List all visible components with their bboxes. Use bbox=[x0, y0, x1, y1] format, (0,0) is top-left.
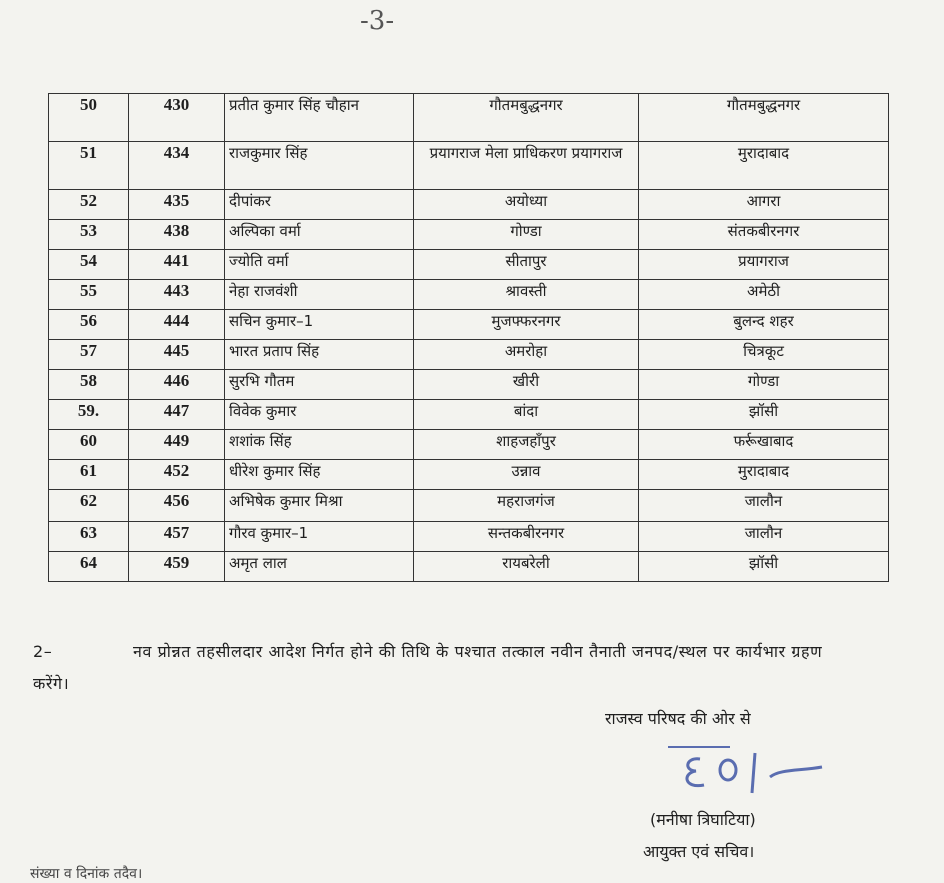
cell-to: जालौन bbox=[639, 490, 889, 522]
table-row bbox=[49, 370, 889, 400]
cell-sn: 54 bbox=[49, 250, 129, 280]
cell-code: 446 bbox=[129, 370, 225, 400]
cell-from: महराजगंज bbox=[414, 490, 639, 522]
cell-sn: 55 bbox=[49, 280, 129, 310]
transfer-table bbox=[48, 93, 889, 582]
cell-from: मुजफ्फरनगर bbox=[414, 310, 639, 340]
table-row bbox=[49, 490, 889, 522]
cell-name: शशांक सिंह bbox=[225, 430, 414, 460]
cell-from: उन्नाव bbox=[414, 460, 639, 490]
table-row bbox=[49, 190, 889, 220]
cell-to: अमेठी bbox=[639, 280, 889, 310]
cell-sn: 63 bbox=[49, 522, 129, 552]
cell-to: मुरादाबाद bbox=[639, 460, 889, 490]
cell-to: आगरा bbox=[639, 190, 889, 220]
table-row bbox=[49, 522, 889, 552]
table-row bbox=[49, 142, 889, 190]
cell-sn: 58 bbox=[49, 370, 129, 400]
page-number: -3- bbox=[360, 6, 395, 36]
cell-code: 441 bbox=[129, 250, 225, 280]
paragraph-text: नव प्रोन्नत तहसीलदार आदेश निर्गत होने की तिथि के पश्चात तत्काल नवीन तैनाती जनपद/स्थल पर कार्यभार ग्रहण करेंगे। bbox=[33, 642, 823, 693]
cell-from: गोण्डा bbox=[414, 220, 639, 250]
cell-code: 459 bbox=[129, 552, 225, 582]
table-row bbox=[49, 94, 889, 142]
cell-name: सुरभि गौतम bbox=[225, 370, 414, 400]
cell-code: 452 bbox=[129, 460, 225, 490]
cell-code: 430 bbox=[129, 94, 225, 142]
cell-from: सीतापुर bbox=[414, 250, 639, 280]
table-row bbox=[49, 400, 889, 430]
cell-to: फर्रूखाबाद bbox=[639, 430, 889, 460]
cell-from: अमरोहा bbox=[414, 340, 639, 370]
footer-reference: संख्या व दिनांक तदैव। bbox=[30, 866, 143, 882]
cell-to: झॉसी bbox=[639, 552, 889, 582]
table-row bbox=[49, 250, 889, 280]
cell-sn: 64 bbox=[49, 552, 129, 582]
cell-name: अभिषेक कुमार मिश्रा bbox=[225, 490, 414, 522]
cell-name: नेहा राजवंशी bbox=[225, 280, 414, 310]
table-row bbox=[49, 310, 889, 340]
cell-name: विवेक कुमार bbox=[225, 400, 414, 430]
cell-name: ज्योति वर्मा bbox=[225, 250, 414, 280]
cell-from: अयोध्या bbox=[414, 190, 639, 220]
table-row bbox=[49, 220, 889, 250]
cell-to: मुरादाबाद bbox=[639, 142, 889, 190]
table-row bbox=[49, 430, 889, 460]
cell-name: धीरेश कुमार सिंह bbox=[225, 460, 414, 490]
cell-from: बांदा bbox=[414, 400, 639, 430]
cell-sn: 57 bbox=[49, 340, 129, 370]
cell-sn: 56 bbox=[49, 310, 129, 340]
cell-code: 449 bbox=[129, 430, 225, 460]
cell-code: 445 bbox=[129, 340, 225, 370]
cell-from: प्रयागराज मेला प्राधिकरण प्रयागराज bbox=[414, 142, 639, 190]
cell-code: 456 bbox=[129, 490, 225, 522]
cell-to: चित्रकूट bbox=[639, 340, 889, 370]
cell-from: सन्तकबीरनगर bbox=[414, 522, 639, 552]
cell-to: बुलन्द शहर bbox=[639, 310, 889, 340]
cell-name: सचिन कुमार–1 bbox=[225, 310, 414, 340]
cell-sn: 51 bbox=[49, 142, 129, 190]
cell-from: रायबरेली bbox=[414, 552, 639, 582]
cell-sn: 60 bbox=[49, 430, 129, 460]
cell-name: अल्पिका वर्मा bbox=[225, 220, 414, 250]
signer-name: (मनीषा त्रिघाटिया) bbox=[650, 810, 756, 829]
cell-sn: 62 bbox=[49, 490, 129, 522]
cell-name: दीपांकर bbox=[225, 190, 414, 220]
cell-to: झॉसी bbox=[639, 400, 889, 430]
cell-to: गौतमबुद्धनगर bbox=[639, 94, 889, 142]
cell-name: प्रतीत कुमार सिंह चौहान bbox=[225, 94, 414, 142]
signature-mark bbox=[660, 745, 830, 800]
cell-code: 443 bbox=[129, 280, 225, 310]
cell-code: 447 bbox=[129, 400, 225, 430]
cell-sn: 59. bbox=[49, 400, 129, 430]
cell-code: 444 bbox=[129, 310, 225, 340]
cell-from: खीरी bbox=[414, 370, 639, 400]
paragraph-number: 2– bbox=[33, 642, 53, 661]
cell-name: गौरव कुमार–1 bbox=[225, 522, 414, 552]
cell-to: जालौन bbox=[639, 522, 889, 552]
cell-from: शाहजहाँपुर bbox=[414, 430, 639, 460]
cell-name: राजकुमार सिंह bbox=[225, 142, 414, 190]
cell-to: गोण्डा bbox=[639, 370, 889, 400]
table-row bbox=[49, 552, 889, 582]
cell-to: प्रयागराज bbox=[639, 250, 889, 280]
table-row bbox=[49, 340, 889, 370]
cell-code: 457 bbox=[129, 522, 225, 552]
cell-from: श्रावस्ती bbox=[414, 280, 639, 310]
table-row bbox=[49, 460, 889, 490]
cell-name: अमृत लाल bbox=[225, 552, 414, 582]
instruction-paragraph bbox=[33, 636, 863, 700]
cell-to: संतकबीरनगर bbox=[639, 220, 889, 250]
cell-code: 434 bbox=[129, 142, 225, 190]
cell-code: 438 bbox=[129, 220, 225, 250]
cell-from: गौतमबुद्धनगर bbox=[414, 94, 639, 142]
cell-sn: 53 bbox=[49, 220, 129, 250]
cell-sn: 52 bbox=[49, 190, 129, 220]
signer-title: आयुक्त एवं सचिव। bbox=[643, 842, 755, 861]
on-behalf-line: राजस्व परिषद की ओर से bbox=[605, 709, 751, 728]
cell-sn: 50 bbox=[49, 94, 129, 142]
cell-code: 435 bbox=[129, 190, 225, 220]
table-row bbox=[49, 280, 889, 310]
cell-name: भारत प्रताप सिंह bbox=[225, 340, 414, 370]
cell-sn: 61 bbox=[49, 460, 129, 490]
